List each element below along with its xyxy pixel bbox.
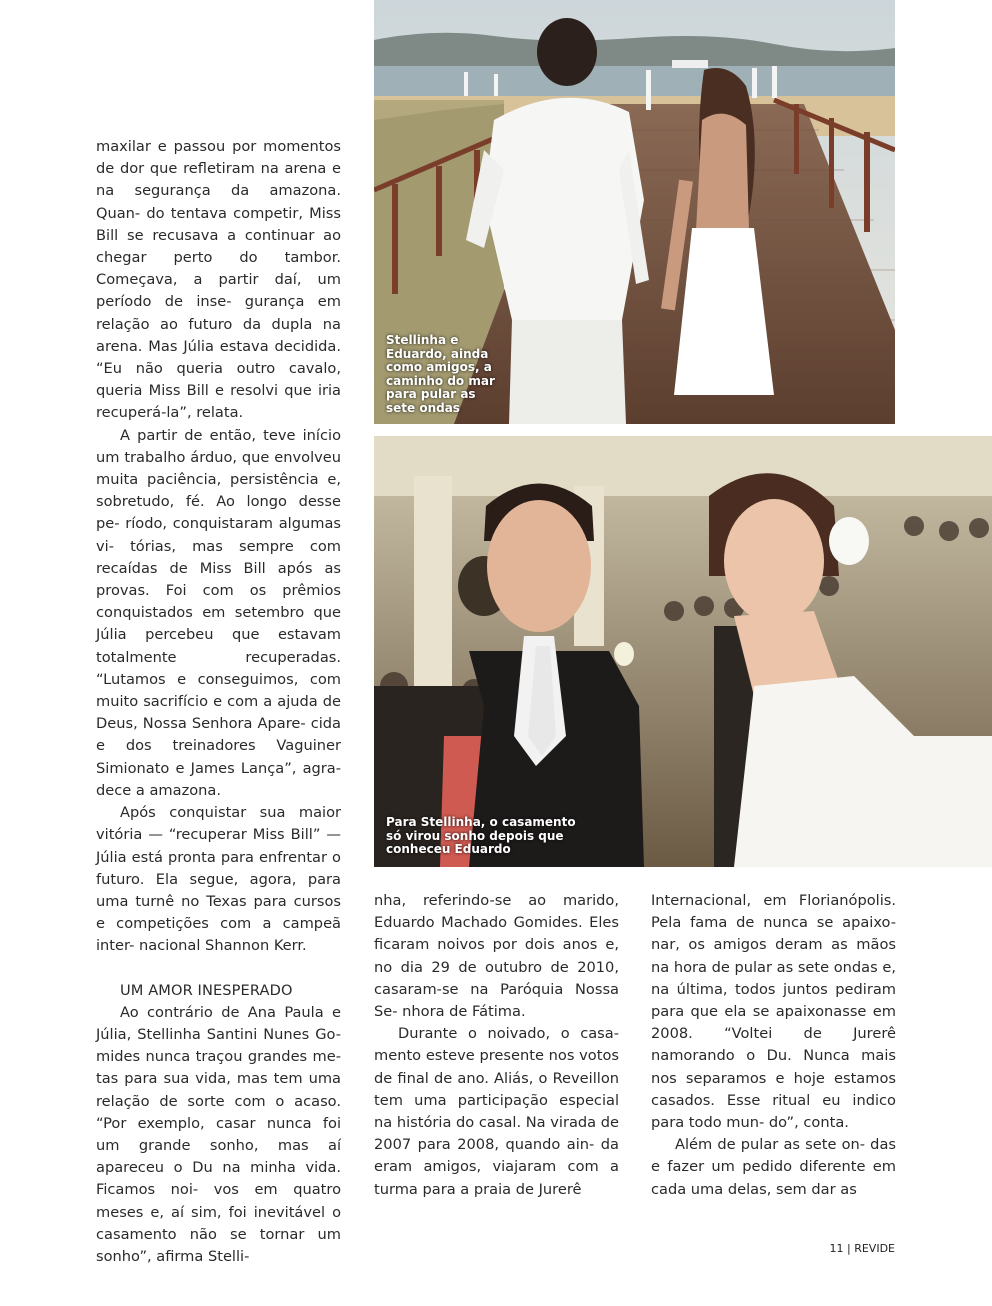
- caption-line: caminho do mar: [386, 373, 495, 388]
- photo-caption: [386, 334, 495, 416]
- caption-line: conheceu Eduardo: [386, 842, 511, 857]
- section-subhead: UM AMOR INESPERADO: [120, 981, 293, 999]
- paragraph: A partir de então, teve início um trabalho árduo, que envolveu muita paciência, persistência e, sobretudo, fé. Ao longo desse pe- ríodo, conquistaram algumas vi- tórias, mas sempre com recaídas de Miss Bill após as provas. Foi com os prêmios conquistados em setembro que Júlia percebeu que estavam totalmente recuperadas. “Lutamos e conseguimos, com muito sacrifício e com a ajuda de Deus, Nossa Senhora Apare- cida e dos treinadores Vaguiner Simionato e James Lança”, agra- dece a amazona.: [96, 426, 341, 799]
- caption-line: para pular as: [386, 387, 476, 402]
- paragraph: Além de pular as sete on- das e fazer um pedido diferente em cada uma delas, sem dar as: [651, 1136, 896, 1198]
- page-folio: 11 | REVIDE: [829, 1242, 895, 1255]
- article-column-left: [96, 136, 341, 1268]
- paragraph: Após conquistar sua maior vitória — “recuperar Miss Bill” — Júlia está pronta para enfrentar o futuro. Ela segue, agora, para uma turnê no Texas para cursos e competições com a campeã inter- nacional Shannon Kerr.: [96, 804, 341, 955]
- photo-wedding: [374, 436, 992, 867]
- paragraph: nha, referindo-se ao marido, Eduardo Machado Gomides. Eles ficaram noivos por dois anos e, no dia 29 de outubro de 2010, casaram-se na Paróquia Nossa Se- nhora de Fátima.: [374, 892, 619, 1021]
- paragraph: Ao contrário de Ana Paula e Júlia, Stellinha Santini Nunes Go- mides nunca traçou grandes me- tas para sua vida, mas tem uma relação de sorte com o acaso. “Por exemplo, casar nunca foi um grande sonho, mas aí apareceu o Du na minha vida. Ficamos noi- vos em quatro meses e, aí sim, foi inevitável o casamento não se tornar um sonho”, afirma Stelli-: [96, 1003, 341, 1265]
- paragraph: Durante o noivado, o casa- mento esteve presente nos votos de final de ano. Aliás, o Reveillon tem uma participação especial na história do casal. Na virada de 2007 para 2008, quando ain- da eram amigos, viajaram com a turma para a praia de Jurerê: [374, 1025, 619, 1198]
- photo-caption: [386, 816, 576, 857]
- paragraph: maxilar e passou por momentos de dor que refletiram na arena e na segurança da amazona. Quan- do tentava competir, Miss Bill se recusava a continuar ao chegar perto do tambor. Começava, a partir daí, um período de inse- gurança em relação ao futuro da dupla na arena. Mas Júlia estava decidida. “Eu não queria outro cavalo, queria Miss Bill e resolvi que iria recuperá-la”, relata.: [96, 138, 341, 422]
- wedding-illustration: [374, 436, 992, 867]
- caption-line: só virou sonho depois que: [386, 828, 564, 843]
- caption-line: sete ondas: [386, 400, 460, 415]
- caption-line: Stellinha e: [386, 333, 459, 347]
- caption-line: como amigos, a: [386, 360, 492, 375]
- photo-boardwalk: [374, 0, 895, 424]
- caption-line: Eduardo, ainda: [386, 346, 489, 361]
- article-column-right: [651, 890, 896, 1201]
- article-column-middle: [374, 890, 619, 1201]
- caption-line: Para Stellinha, o casamento: [386, 815, 576, 829]
- paragraph: Internacional, em Florianópolis. Pela fama de nunca se apaixo- nar, os amigos deram as mãos na hora de pular as sete ondas e, na última, todos juntos pediram para que ela se apaixonasse em 2008. “Voltei de Jurerê namorando o Du. Nunca mais nos separamos e hoje estamos casados. Esse ritual eu indico para todo mun- do”, conta.: [651, 892, 896, 1132]
